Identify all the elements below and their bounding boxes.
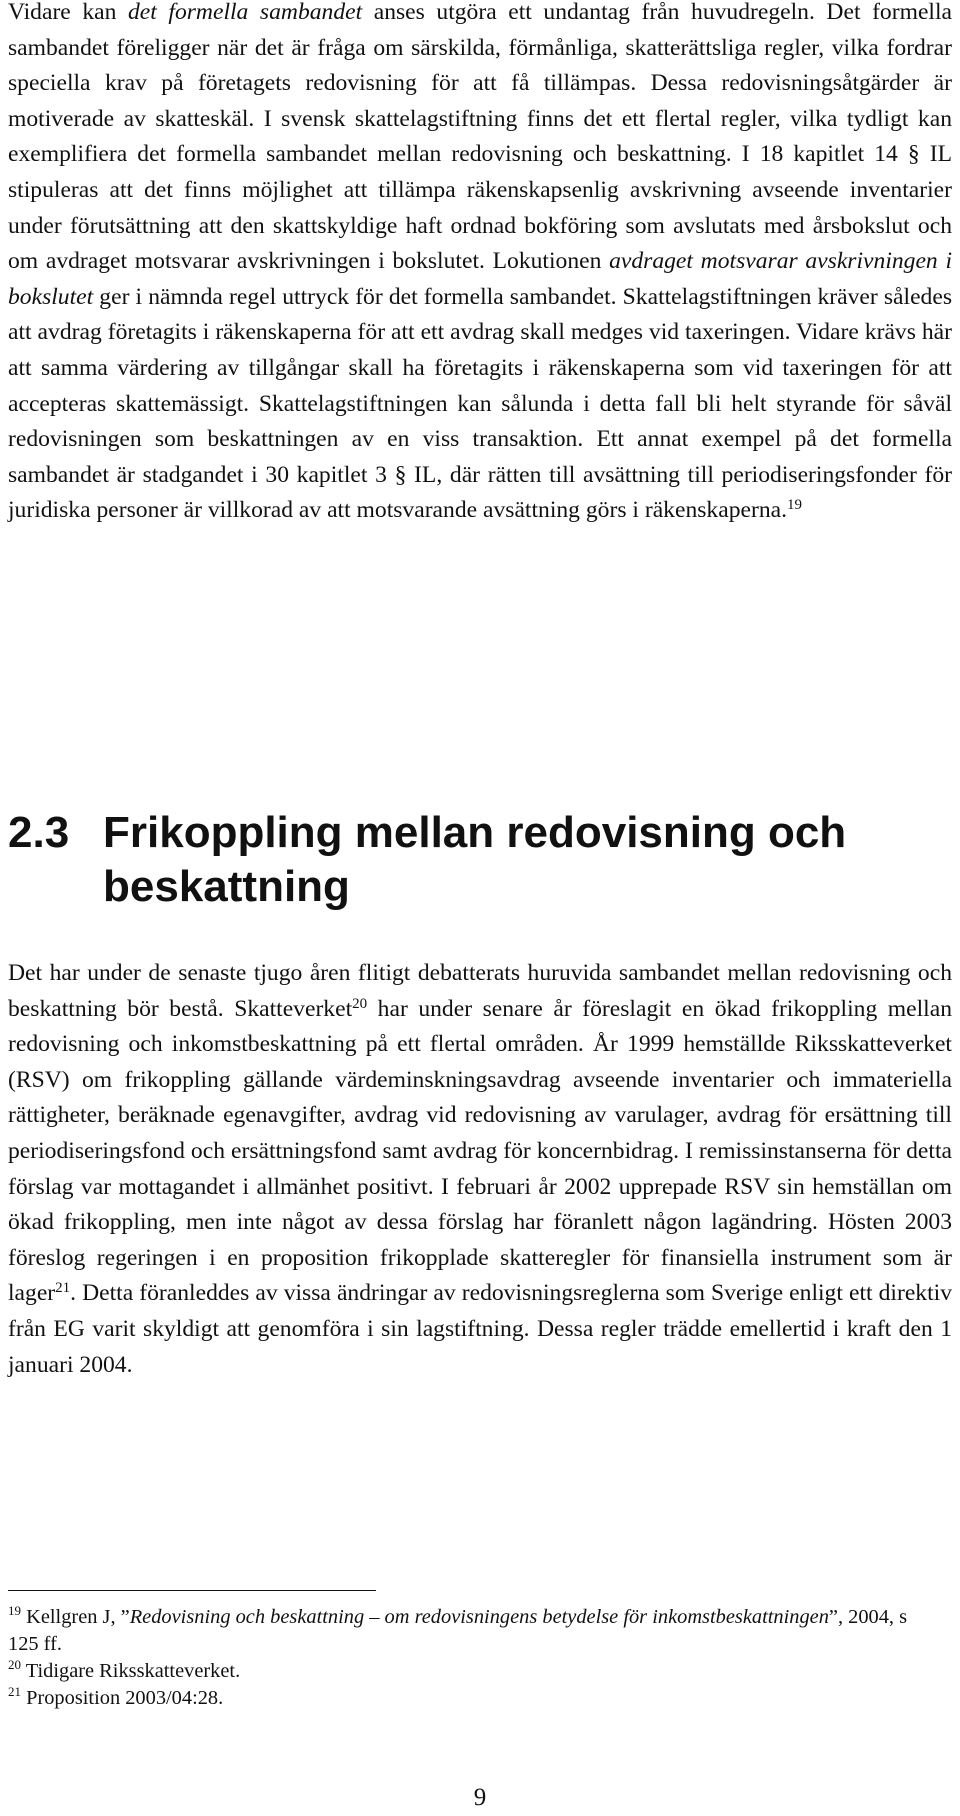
section-number: 2.3 — [8, 808, 70, 857]
italic-text: Redovisning och beskattning – om redovisningens betydelse för inkomstbeskattningen — [129, 1606, 829, 1628]
page-number: 9 — [473, 1784, 487, 1811]
italic-text: det formella sambandet — [128, 0, 363, 25]
footnote-text — [21, 1687, 223, 1709]
text-run: Vidare kan — [8, 0, 128, 25]
body-paragraph-2 — [8, 956, 952, 1383]
text-run: ger i nämnda regel uttryck för det formella sambandet. Skattelagstiftningen kräver således att avdrag företagits i räkenskaperna för att ett avdrag skall medges vid taxeringen. Vidare krävs här att samma värdering av tillgångar skall ha företagits i räkenskaperna som vid taxeringen för att accepteras skattemässigt. Skattelagstiftningen kan sålunda i detta fall bli helt styrande för såväl redovisningen som beskattningen av en viss transaktion. Ett annat exempel på det formella sambandet är stadgandet i 30 kapitlet 3 § IL, där rätten till avsättning till periodiseringsfonder för juridiska personer är villkorad av att motsvarande avsättning görs i räkenskaperna. — [8, 283, 952, 524]
text-run: ”, 2004, s 125 ff. — [8, 1606, 908, 1655]
italic-text: avdraget motsvarar avskrivningen i bokslutet — [8, 248, 952, 310]
footnote-reference: 19 — [787, 497, 802, 514]
footnote-20 — [8, 1658, 908, 1685]
text-run: anses utgöra ett undantag från huvudregeln. Det formella sambandet föreligger när det är fråga om särskilda, förmånliga, skatterättsliga regler, vilka fordrar speciella krav på företagets redovisning för att få tillämpas. Dessa redovisningsåtgärder är motiverade av skatteskäl. I svensk skattelagstiftning finns det ett flertal regler, vilka tydligt kan exemplifiera det formella sambandet mellan redovisning och beskattning. I 18 kapitlet 14 § IL stipuleras att det finns möjlighet att tillämpa räkenskapsenlig avskrivning avseende inventarier under förutsättning att den skattskyldige haft ordnad bokföring som avslutats med årsbokslut och om avdraget motsvarar avskrivningen i bokslutet. Lokutionen — [8, 0, 952, 275]
footnote-separator — [8, 1590, 376, 1591]
footnote-21 — [8, 1685, 908, 1712]
text-run: Kellgren J, ” — [21, 1606, 130, 1628]
footnote-text — [8, 1606, 907, 1655]
footnotes — [8, 1604, 908, 1712]
body-paragraph-1 — [8, 0, 952, 529]
text-run: Tidigare Riksskatteverket. — [21, 1660, 241, 1682]
footnote-reference: 20 — [352, 995, 368, 1012]
text-run: Det har under de senaste tjugo åren flitigt debatterats huruvida sambandet mellan redovisning och beskattning bör bestå. Skatteverket — [8, 960, 952, 1022]
footnote-mark: 20 — [8, 1657, 21, 1673]
footnote-reference: 21 — [55, 1280, 71, 1297]
footnote-19 — [8, 1604, 908, 1658]
footnote-mark: 21 — [8, 1684, 21, 1700]
text-run: Proposition 2003/04:28. — [21, 1687, 224, 1709]
text-run: har under senare år föreslagit en ökad frikoppling mellan redovisning och inkomstbeskattning på ett flertal områden. År 1999 hemställde Riksskatteverket (RSV) om frikoppling gällande värdeminskningsavdrag avseende inventarier och immateriella rättigheter, beräknade egenavgifter, avdrag vid redovisning av varulager, avdrag för ersättning till periodiseringsfond och ersättningsfond samt avdrag för koncernbidrag. I remissinstanserna för detta förslag var mottagandet i allmänhet positivt. I februari år 2002 upprepade RSV sin hemställan om ökad frikoppling, men inte något av dessa förslag har föranlett någon lagändring. Hösten 2003 föreslog regeringen i en proposition frikopplade skatteregler för finansiella instrument som är lager — [8, 995, 952, 1307]
section-title: Frikoppling mellan redovisning och beskattning — [103, 808, 847, 911]
section-heading — [8, 806, 908, 914]
text-run: . Detta föranleddes av vissa ändringar av redovisningsreglerna som Sverige enligt ett direktiv från EG varit skyldigt att genomföra i sin lagstiftning. Dessa regler trädde emellertid i kraft den 1 januari 2004. — [8, 1280, 952, 1378]
footnote-mark: 19 — [8, 1603, 21, 1619]
footnote-text — [21, 1660, 240, 1682]
